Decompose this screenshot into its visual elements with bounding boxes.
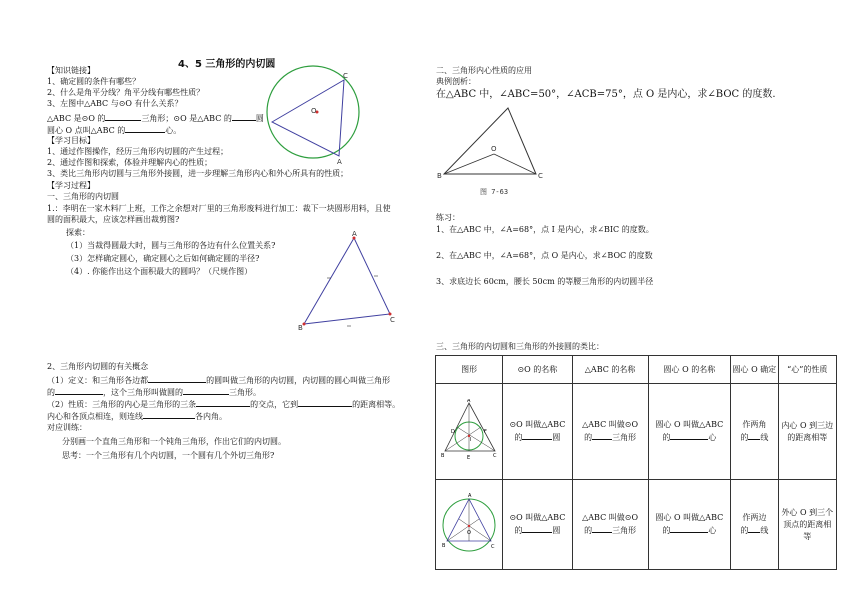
explore-q1: （1）当裁得圆最大时，圆与三角形的各边有什么位置关系? [66,241,276,250]
table-row-circumcircle [436,480,837,570]
exercise-2: 2、在△ABC 中，∠A=68°，点 O 是内心，求∠BOC 的度数 [436,251,653,260]
bisector-co [494,154,536,174]
incircle-circle-name: ⊙O 叫做△ABC 的 圆 [503,384,572,480]
explore-label: 探索： [66,228,90,237]
example-triangle [444,108,536,174]
circumcircle-circle-name: ⊙O 叫做△ABC 的 圆 [503,480,572,570]
svg-text:O: O [467,529,472,536]
circumcircle-figure-cell [436,480,503,570]
question-3: 3、左图中△ABC 与⊙O 有什么关系？ [47,99,183,108]
section-application: 二、三角形内心性质的应用 [436,66,532,75]
svg-text:C: C [491,543,495,550]
svg-text:B: B [441,452,445,459]
incircle-triangle-name: △ABC 叫做⊙O 的 三角形 [572,384,648,480]
explore-q4: （4）. 你能作出这个面积最大的圆吗？（尺规作图） [66,267,253,276]
label-b: B [298,324,303,332]
incircle-center-determine: 作两角 的 线 [731,384,778,480]
example-label: 典例剖析： [436,77,476,86]
label-c: C [343,72,348,80]
section-goals: 【学习目标】 [47,136,95,145]
incircle-center-property: 内心 O 到三边的距离相等 [778,384,836,480]
subsection-concepts: 2、三角形内切圆的有关概念 [47,362,149,371]
circumcircle-center-property: 外心 O 到三个顶点的距离相等 [778,480,836,570]
problem-text-1: 1.：李明在一家木料厂上班，工作之余想对厂里的三角形废料进行加工：裁下一块圆形用料，且使 [47,204,391,213]
label-a: A [352,230,357,238]
label-b: B [437,172,442,180]
question-2: 2、什么是角平分线？角平分线有哪些性质？ [47,88,205,97]
exercise-1: 1、在△ABC 中，∠A=68°，点 I 是内心，求∠BIC 的度数。 [436,225,654,234]
label-o: O [311,107,317,115]
goal-1: 1、通过作图操作，经历三角形内切圆的产生过程； [47,147,229,156]
circumcircle-center-name: 圆心 O 叫做△ABC 的 心 [648,480,731,570]
svg-text:E: E [467,454,471,461]
label-a: A [337,158,342,166]
property-line-2: 内心和各顶点相连，则连线 各内角。 [47,412,227,421]
incircle-figure-cell [436,384,503,480]
goal-2: 2、通过作图和探索，体验并理解内心的性质； [47,158,213,167]
inscribed-triangle [272,80,344,156]
svg-text:C: C [493,452,497,459]
circumcircle-figure [265,62,365,166]
explore-q3: （3）怎样确定圆心，确定圆心之后如何确定圆的半径? [66,254,260,263]
practice-label: 对应训练： [47,423,87,432]
example-problem: 在△ABC 中，∠ABC=50°，∠ACB=75°，点 O 是内心，求∠BOC 的度数. [436,89,776,100]
table-row-incircle [436,384,837,480]
svg-text:I: I [470,436,472,443]
comparison-table [435,355,837,570]
label-c: C [538,172,543,180]
circumcircle-center-determine: 作两边 的 线 [731,480,778,570]
problem-text-2: 圆的面积最大，应该怎样画出裁剪图? [47,215,180,224]
header-triangle-name: △ABC 的名称 [572,356,648,384]
practice-label-right: 练习： [436,213,460,222]
incircle-center-name: 圆心 O 叫做△ABC 的 心 [648,384,731,480]
property-line-1: （2）性质：三角形的内心是三角形的三条 的交点，它到 的距离相等。 [47,400,401,409]
header-circle-name: ⊙O 的名称 [503,356,572,384]
page-title: 4、5 三角形的内切圆 [178,59,276,70]
exercise-3: 3、求底边长 60cm，腰长 50cm 的等腰三角形的内切圆半径 [436,277,654,286]
question-3-fill-1: △ABC 是⊙O 的 三角形；⊙O 是△ABC 的 圆 [47,114,264,123]
definition-line-1: （1）定义：和三角形各边都 的圆叫做三角形的内切圆，内切圆的圆心叫做三角形 [47,376,391,385]
label-o: O [491,145,497,153]
header-center-property: “心”的性质 [778,356,836,384]
svg-text:A: A [468,492,472,499]
subsection-incircle: 一、三角形的内切圆 [47,192,119,201]
section-analogy: 三、三角形的内切圆和三角形的外接圆的类比： [436,342,604,351]
question-3-fill-2: 圆心 O 点叫△ABC 的 心。 [47,126,182,135]
scrap-triangle [304,238,390,324]
section-knowledge-link: 【知识链接】 [47,66,95,75]
incircle-figure [441,399,497,461]
svg-text:B: B [442,542,446,549]
bisector-bo [444,154,494,174]
table-header-row [436,356,837,384]
circumcircle-triangle-name: △ABC 叫做⊙O 的 三角形 [572,480,648,570]
scrap-triangle-figure [296,228,400,332]
header-center-determine: 圆心 O 确定 [731,356,778,384]
figure-caption: 图 7-63 [480,188,509,196]
example-triangle-figure [436,104,548,198]
definition-line-2: 的 ，这个三角形叫做圆的 三角形。 [47,388,261,397]
header-figure: 图形 [436,356,503,384]
svg-text:A: A [467,398,471,404]
goal-3: 3、类比三角形内切圆与三角形外接圆，进一步理解三角形内心和外心所具有的性质； [47,169,349,178]
circumcircle-small-figure [441,489,497,557]
svg-text:F: F [484,428,487,435]
header-center-name: 圆心 O 的名称 [648,356,731,384]
practice-task: 分别画一个直角三角形和一个钝角三角形，作出它们的内切圆。 [62,437,286,446]
think-question: 思考：一个三角形有几个内切圆，一个圆有几个外切三角形? [62,451,275,460]
svg-text:D: D [451,428,455,435]
section-process: 【学习过程】 [47,181,95,190]
label-c: C [390,316,395,324]
question-1: 1、确定圆的条件有哪些？ [47,77,141,86]
